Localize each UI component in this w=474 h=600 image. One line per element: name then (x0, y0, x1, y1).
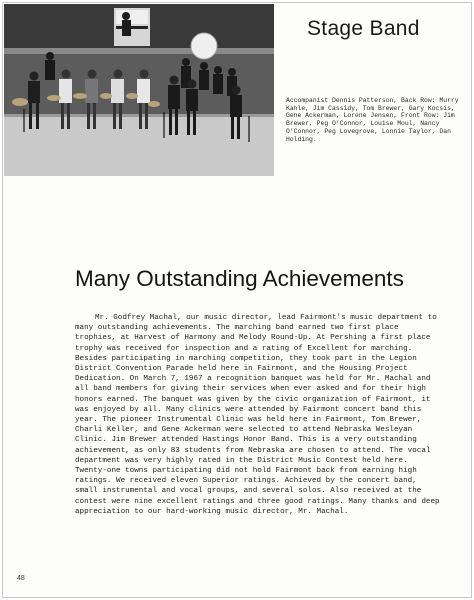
stage-band-photo (4, 4, 274, 176)
stage-band-caption: Accompanist Dennis Patterson, Back Row: Murry Kahle, Jim Cassidy, Tom Brewer, Gary Kocsis, Gene Ackerman, Lorene Jensen, Front Row: Jim Brewer, Peg O'Connor, Louise Moul, Nancy O'Connor, Peg Lovegrove, Lonnie Taylor, Dan Holding. (286, 97, 459, 143)
page-number: 48 (17, 575, 25, 582)
article-body: Mr. Godfrey Machal, our music director, lead Fairmont's music department to many outstanding achievements. The marching band earned two first place trophies, at Harvest of Harmony and Melody Round-Up. At Pershing a first place trophy was received for inspection and a rating of Excellent for marching. Besides participating in marching competition, they took part in the Legion District Convention Parade held here in Fairmont, and the Housing Project Dedication. On March 7, 1967 a recognition banquet was held for Mr. Machal and all band members for giving their services when ever asked and for their high honors earned. The banquet was given by the civic organization of Fairmont, it was enjoyed by all. Many clinics were attended by Fairmont concert band this year. The pioneer Instrumental Clinic was held here in Fairmont, Tom Brewer, Charli Keller, and Gene Ackerman were selected to attend Nebraska Wesleyan Clinic. Jim Brewer attended Hastings Honor Band. This is a very outstanding achievement, as only 83 students from Nebraska are chosen to attend. The vocal department was very highly rated in the District Music Contest held here. Twenty-one towns participating did not hold Fairmont back from earning high ratings. We received eleven Superior ratings. Achieved by the concert band, small instrumental and vocal groups, and several solos. Also received at the contest were nine excellent ratings and three good ratings. Many thanks and deep appreciation to our hard-working music director, Mr. Machal. (75, 314, 440, 516)
stage-band-title: Stage Band (307, 17, 420, 40)
article-headline: Many Outstanding Achievements (75, 266, 404, 291)
stage-band-photo-image (4, 4, 274, 176)
yearbook-page (2, 2, 472, 598)
